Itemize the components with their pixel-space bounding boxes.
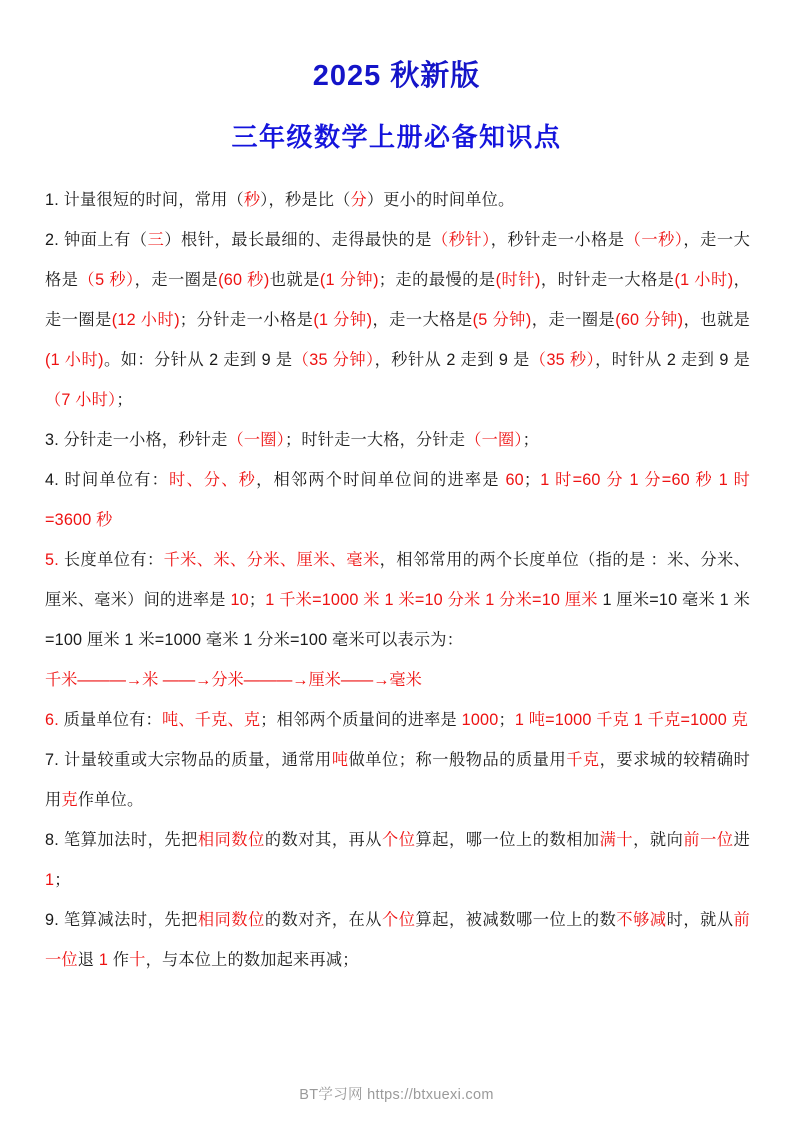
highlight-answer-text: 相同数位 <box>197 830 265 849</box>
highlight-answer-text: (1 分钟) <box>319 270 379 289</box>
highlight-answer-text: (60 分钟) <box>615 310 684 329</box>
body-text: 时，就从 <box>666 910 734 929</box>
body-text: ，秒针走一小格是 <box>490 230 625 249</box>
unit-conversion-arrow-line <box>45 660 750 700</box>
highlight-answer-text: （一圈） <box>227 430 285 449</box>
highlight-answer-text: （7 小时） <box>45 390 117 409</box>
body-text: ；相邻两个质量间的进率是 <box>260 710 462 729</box>
highlight-answer-text: （5 秒） <box>78 270 135 289</box>
body-text: 笔算加法时，先把 <box>58 830 198 849</box>
highlight-answer-text: 个位 <box>382 830 416 849</box>
body-text: ，相邻两个时间单位间的进率是 <box>256 470 506 489</box>
highlight-answer-text: (1 分钟) <box>313 310 373 329</box>
highlight-answer-text: 1000 <box>461 710 499 729</box>
body-text: ，走一大格是 <box>45 230 750 289</box>
highlight-answer-text: 1 时=3600 秒 <box>45 470 750 529</box>
highlight-answer-text: 1 <box>45 870 55 889</box>
knowledge-point-item <box>45 700 750 740</box>
knowledge-point-item <box>45 180 750 220</box>
body-text: 计量很短的时间，常用（ <box>58 190 244 209</box>
knowledge-point-item <box>45 540 750 660</box>
body-text: ）更小的时间单位。 <box>366 190 515 209</box>
knowledge-point-item <box>45 420 750 460</box>
body-text: ，也就是 <box>683 310 751 329</box>
highlight-answer-text: 秒 <box>243 190 261 209</box>
highlight-answer-text: (60 秒) <box>218 270 270 289</box>
body-text: ，走一圈是 <box>531 310 616 329</box>
highlight-answer-text: 千克 <box>566 750 600 769</box>
highlight-answer-text: (1 小时) <box>674 270 734 289</box>
body-text: ，相邻常用的两个长度单位（指的是 ：米、分米、厘米、毫米）间的进率是 <box>45 550 750 609</box>
item-number: 4. <box>45 470 59 489</box>
highlight-answer-text: 1 米=10 分米 <box>384 590 481 609</box>
highlight-answer-text: 1 千克=1000 克 <box>633 710 748 729</box>
body-text: 。如：分针从 2 走到 9 是 <box>103 350 293 369</box>
highlight-answer-text: 前一位 <box>45 910 751 969</box>
body-text: ； <box>54 870 71 889</box>
knowledge-points-list <box>0 154 793 980</box>
highlight-answer-text: 前一位 <box>683 830 734 849</box>
knowledge-point-item <box>45 220 750 420</box>
item-number: 7. <box>45 750 59 769</box>
body-text: ，走一大格是 <box>372 310 473 329</box>
body-text: ；走的最慢的是 <box>378 270 496 289</box>
body-text: ，秒针从 2 走到 9 是 <box>374 350 530 369</box>
highlight-answer-text: 10 <box>230 590 249 609</box>
body-text: 作单位。 <box>77 790 144 809</box>
body-text: 计量较重或大宗物品的质量，通常用 <box>58 750 332 769</box>
body-text: 也就是 <box>269 270 320 289</box>
body-text: 分针走一小格，秒针走 <box>58 430 228 449</box>
highlight-answer-text: 个位 <box>382 910 416 929</box>
body-text: 的数对齐，在从 <box>264 910 383 929</box>
body-text: 质量单位有： <box>58 710 162 729</box>
highlight-answer-text: (5 分钟) <box>472 310 532 329</box>
highlight-answer-text: 吨 <box>331 750 349 769</box>
highlight-answer-text: (时针) <box>495 270 541 289</box>
item-number: 6. <box>45 710 59 729</box>
highlight-answer-text: 1 千米=1000 米 <box>265 590 380 609</box>
highlight-answer-text: （秒针） <box>431 230 491 249</box>
highlight-answer-text: 吨、千克、克 <box>161 710 261 729</box>
item-number: 2. <box>45 230 59 249</box>
highlight-answer-text: 不够减 <box>616 910 667 929</box>
highlight-answer-text: 1 时=60 分 <box>540 470 624 489</box>
highlight-answer-text: （一秒） <box>624 230 684 249</box>
body-text: ；时针走一大格，分针走 <box>284 430 466 449</box>
highlight-answer-text: 时、分、秒 <box>169 470 257 489</box>
highlight-answer-text: 三 <box>147 230 165 249</box>
item-number: 3. <box>45 430 59 449</box>
body-text: ；分针走一小格是 <box>179 310 314 329</box>
highlight-answer-text: （一圈） <box>465 430 523 449</box>
item-number: 9. <box>45 910 59 929</box>
body-text: ，与本位上的数加起来再减； <box>145 950 359 969</box>
body-text: 做单位；称一般物品的质量用 <box>348 750 567 769</box>
body-text: 1 厘米=10 毫米 1 米=100 厘米 1 米=1000 毫米 1 分米=100 毫米可以表示为： <box>45 590 750 649</box>
highlight-answer-text: (12 小时) <box>111 310 180 329</box>
highlight-answer-text: 千米、米、分米、厘米、毫米 <box>163 550 380 569</box>
body-text: 退 <box>77 950 99 969</box>
highlight-answer-text: （35 分钟） <box>292 350 375 369</box>
highlight-answer-text: 十 <box>129 950 146 969</box>
body-text: 钟面上有（ <box>58 230 148 249</box>
highlight-answer-text: 1 分=60 秒 <box>629 470 713 489</box>
title-block <box>0 0 793 154</box>
highlight-answer-text: 克 <box>61 790 78 809</box>
arrow-chain-text: 千米———→米 ——→分米———→厘米——→毫米 <box>45 670 422 689</box>
body-text: ）根针，最长最细的、走得最快的是 <box>164 230 432 249</box>
body-text: ，时针从 2 走到 9 是 <box>595 350 750 369</box>
highlight-answer-text: 1 吨=1000 千克 <box>514 710 630 729</box>
body-text: 进 <box>733 830 751 849</box>
highlight-answer-text: 60 <box>505 470 524 489</box>
footer-watermark: BT学习网 https://btxuexi.com <box>299 1087 494 1103</box>
body-text: ，走一圈是 <box>45 270 751 329</box>
highlight-answer-text: 相同数位 <box>197 910 265 929</box>
body-text: ，走一圈是 <box>134 270 219 289</box>
knowledge-point-item <box>45 900 750 980</box>
body-text: ； <box>248 590 266 609</box>
highlight-answer-text: （35 秒） <box>529 350 596 369</box>
body-text: ； <box>116 390 133 409</box>
body-text: ），秒是比（ <box>260 190 351 209</box>
item-number: 5. <box>45 550 59 569</box>
highlight-answer-text: 满十 <box>599 830 634 849</box>
body-text: 时间单位有： <box>58 470 170 489</box>
body-text: 算起，哪一位上的数相加 <box>415 830 600 849</box>
item-number: 8. <box>45 830 59 849</box>
body-text: ，要求城的较精确时用 <box>45 750 750 809</box>
highlight-answer-text: 1 <box>98 950 109 969</box>
body-text: 笔算减法时，先把 <box>58 910 198 929</box>
body-text: 作 <box>108 950 130 969</box>
highlight-answer-text: (1 小时) <box>45 350 104 369</box>
item-number: 1. <box>45 190 59 209</box>
page-title-sub: 三年级数学上册必备知识点 <box>231 122 562 153</box>
body-text: 长度单位有： <box>58 550 164 569</box>
highlight-answer-text: 分 <box>350 190 367 209</box>
body-text: ，就向 <box>633 830 684 849</box>
knowledge-point-item <box>45 460 750 540</box>
body-text: ； <box>523 470 541 489</box>
body-text: 算起，被减数哪一位上的数 <box>415 910 617 929</box>
knowledge-point-item <box>45 740 750 820</box>
knowledge-point-item <box>45 820 750 900</box>
highlight-answer-text: 1 分米=10 厘米 <box>485 590 598 609</box>
body-text: ，时针走一大格是 <box>540 270 675 289</box>
page-title-main: 2025 秋新版 <box>312 60 481 92</box>
body-text: 的数对其，再从 <box>264 830 383 849</box>
body-text: ； <box>498 710 515 729</box>
body-text: ； <box>522 430 540 449</box>
